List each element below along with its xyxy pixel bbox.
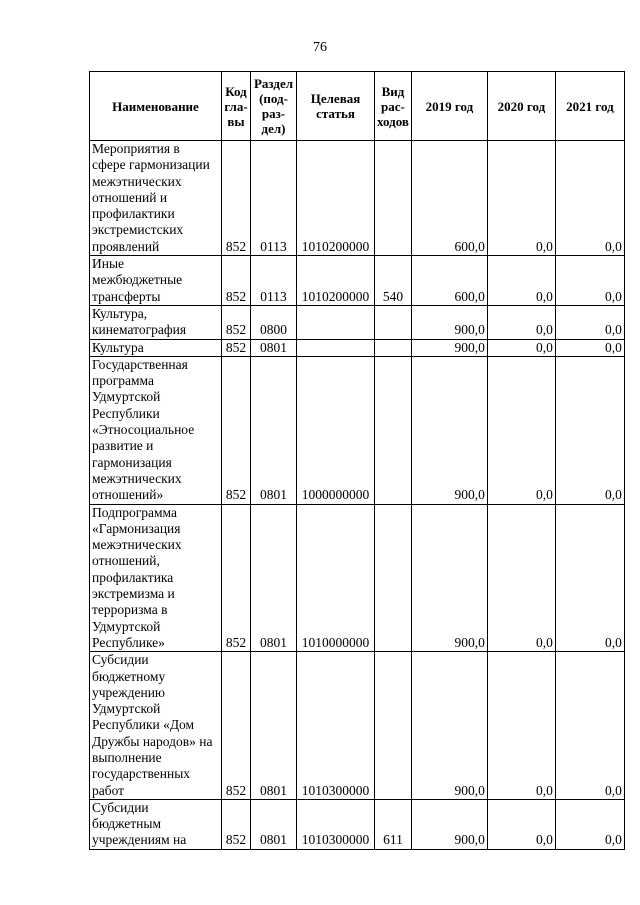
row-amount-2020: 0,0	[487, 356, 555, 504]
row-name: Культура	[90, 339, 222, 356]
row-chapter-code: 852	[222, 356, 251, 504]
header-chapter-code	[222, 72, 251, 141]
row-amount-2019: 900,0	[411, 356, 487, 504]
table-row	[90, 256, 625, 306]
header-year-2021: 2021 год	[555, 72, 624, 141]
header-year-2020: 2020 год	[487, 72, 555, 141]
row-name: Субсидии бюджетному учреждению Удмуртской Республики «Дом Дружбы народов» на выполнение государственных работ	[90, 652, 222, 800]
row-expense-type: 540	[375, 256, 412, 306]
row-amount-2020: 0,0	[487, 339, 555, 356]
header-row	[90, 72, 625, 141]
row-amount-2021: 0,0	[555, 504, 624, 652]
row-chapter-code: 852	[222, 504, 251, 652]
row-amount-2021: 0,0	[555, 356, 624, 504]
row-chapter-code: 852	[222, 256, 251, 306]
row-target-article: 1010300000	[297, 799, 375, 849]
header-target-article-text: Целевая статья	[310, 91, 361, 121]
row-amount-2020: 0,0	[487, 305, 555, 339]
header-name: Наименование	[90, 72, 222, 141]
row-amount-2021: 0,0	[555, 652, 624, 800]
row-section: 0801	[251, 339, 297, 356]
row-section: 0800	[251, 305, 297, 339]
row-amount-2021: 0,0	[555, 799, 624, 849]
row-amount-2019: 900,0	[411, 305, 487, 339]
row-target-article: 1010200000	[297, 256, 375, 306]
table-row	[90, 652, 625, 800]
row-amount-2019: 600,0	[411, 141, 487, 256]
table-row	[90, 339, 625, 356]
row-amount-2020: 0,0	[487, 799, 555, 849]
row-target-article: 1010300000	[297, 652, 375, 800]
row-name: Культура, кинематография	[90, 305, 222, 339]
header-target-article	[297, 72, 375, 141]
row-amount-2020: 0,0	[487, 141, 555, 256]
table-row	[90, 141, 625, 256]
budget-table	[89, 71, 625, 850]
header-expense-type-text: Вид рас- ходов	[377, 83, 409, 129]
row-expense-type: 611	[375, 799, 412, 849]
row-name: Подпрограмма «Гармонизация межэтнических отношений, профилактика экстремизма и терроризма в Удмуртской Республике»	[90, 504, 222, 652]
row-target-article: 1000000000	[297, 356, 375, 504]
row-expense-type	[375, 652, 412, 800]
row-name: Субсидии бюджетным учреждениям на	[90, 799, 222, 849]
row-section: 0113	[251, 141, 297, 256]
row-target-article: 1010000000	[297, 504, 375, 652]
row-amount-2021: 0,0	[555, 141, 624, 256]
row-amount-2019: 900,0	[411, 799, 487, 849]
row-section: 0801	[251, 652, 297, 800]
row-amount-2021: 0,0	[555, 256, 624, 306]
page-number: 76	[313, 40, 327, 55]
row-amount-2021: 0,0	[555, 339, 624, 356]
row-amount-2019: 900,0	[411, 652, 487, 800]
row-amount-2020: 0,0	[487, 504, 555, 652]
row-chapter-code: 852	[222, 339, 251, 356]
row-amount-2020: 0,0	[487, 652, 555, 800]
row-expense-type	[375, 504, 412, 652]
row-target-article	[297, 305, 375, 339]
row-chapter-code: 852	[222, 652, 251, 800]
row-name: Мероприятия в сфере гармонизации межэтнических отношений и профилактики экстремистских проявлений	[90, 141, 222, 256]
row-amount-2020: 0,0	[487, 256, 555, 306]
row-amount-2019: 900,0	[411, 504, 487, 652]
row-target-article	[297, 339, 375, 356]
row-expense-type	[375, 141, 412, 256]
header-section	[251, 72, 297, 141]
header-expense-type	[375, 72, 412, 141]
row-chapter-code: 852	[222, 305, 251, 339]
table-row	[90, 504, 625, 652]
row-target-article: 1010200000	[297, 141, 375, 256]
table-row	[90, 356, 625, 504]
row-section: 0801	[251, 504, 297, 652]
table-row	[90, 799, 625, 849]
row-name: Иные межбюджетные трансферты	[90, 256, 222, 306]
row-amount-2021: 0,0	[555, 305, 624, 339]
row-expense-type	[375, 305, 412, 339]
row-section: 0801	[251, 799, 297, 849]
header-section-text: Раздел (под- раз- дел)	[253, 76, 294, 136]
header-year-2019: 2019 год	[411, 72, 487, 141]
row-section: 0113	[251, 256, 297, 306]
row-expense-type	[375, 339, 412, 356]
row-section: 0801	[251, 356, 297, 504]
row-name: Государственная программа Удмуртской Республики «Этносоциальное развитие и гармонизация межэтнических отношений»	[90, 356, 222, 504]
row-expense-type	[375, 356, 412, 504]
row-amount-2019: 600,0	[411, 256, 487, 306]
row-amount-2019: 900,0	[411, 339, 487, 356]
table-row	[90, 305, 625, 339]
header-chapter-code-text: Код гла- вы	[224, 83, 248, 129]
row-chapter-code: 852	[222, 141, 251, 256]
row-chapter-code: 852	[222, 799, 251, 849]
